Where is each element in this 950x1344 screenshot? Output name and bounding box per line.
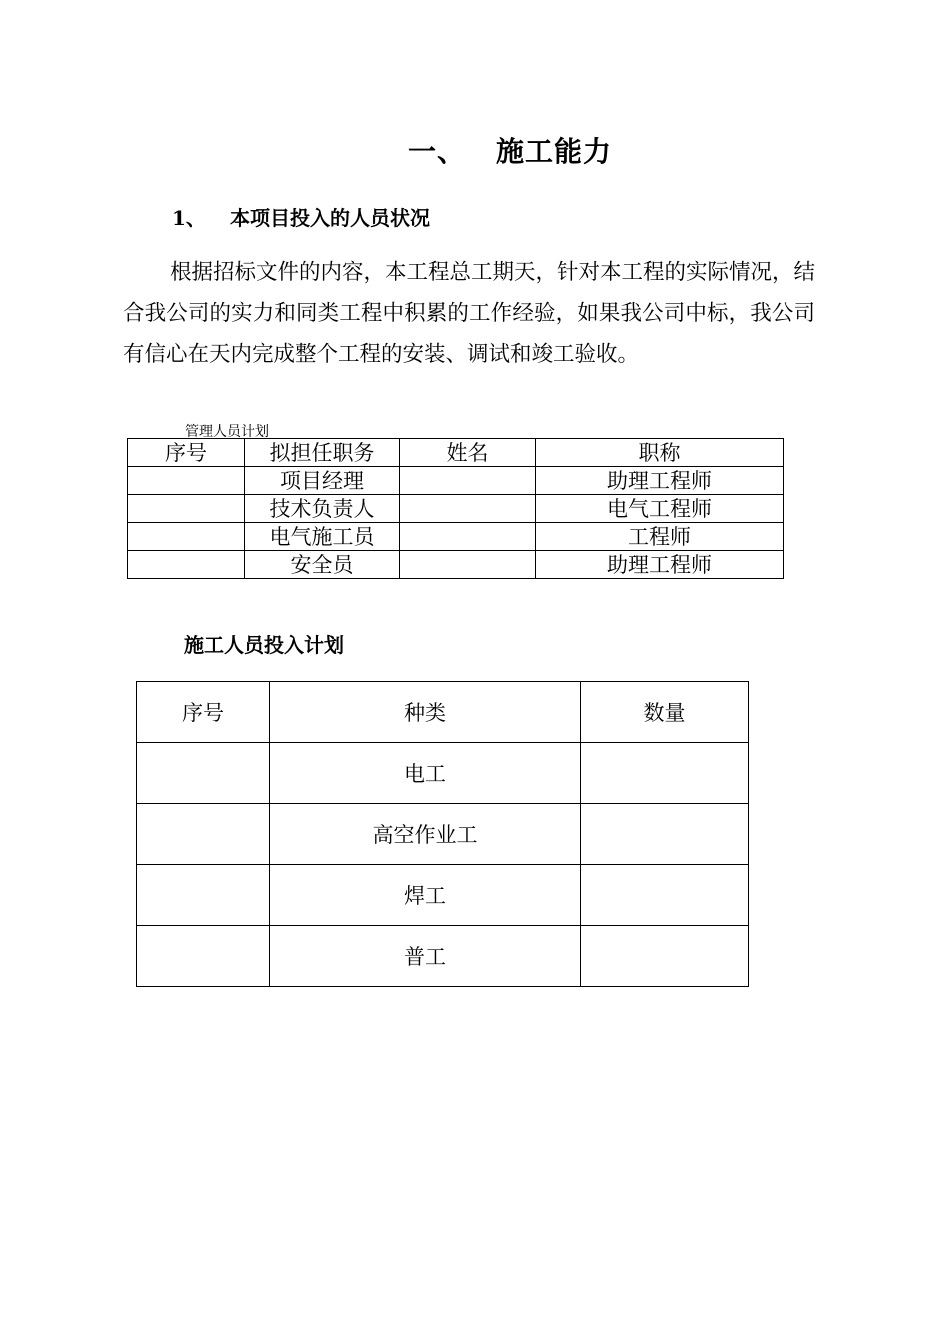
- management-table: [127, 438, 784, 579]
- table-cell: [137, 926, 270, 987]
- table-cell: 普工: [270, 926, 581, 987]
- table-header-cell: 序号: [137, 682, 270, 743]
- table-header-cell: 种类: [270, 682, 581, 743]
- table-row: [128, 523, 784, 551]
- table-cell: 焊工: [270, 865, 581, 926]
- table-cell: [581, 804, 749, 865]
- table-header-cell: 职称: [536, 439, 784, 467]
- table-row: [137, 743, 749, 804]
- section-heading: [172, 202, 430, 231]
- table-cell: [137, 743, 270, 804]
- section-number: 1、: [172, 206, 206, 230]
- table-cell: [128, 523, 245, 551]
- table-cell: 电气施工员: [245, 523, 400, 551]
- construction-table: [136, 681, 749, 987]
- table-header-cell: 数量: [581, 682, 749, 743]
- table-cell: [128, 495, 245, 523]
- table-cell: 项目经理: [245, 467, 400, 495]
- table-header-cell: 序号: [128, 439, 245, 467]
- table-cell: [581, 743, 749, 804]
- title-text: 施工能力: [496, 135, 613, 168]
- table-cell: [137, 865, 270, 926]
- page-title: [0, 130, 950, 170]
- table-cell: [581, 926, 749, 987]
- table-cell: 技术负责人: [245, 495, 400, 523]
- title-number: 一、: [407, 135, 466, 168]
- management-table-caption: 管理人员计划: [185, 424, 269, 440]
- table-cell: [400, 495, 536, 523]
- table-header-cell: 拟担任职务: [245, 439, 400, 467]
- table-header-cell: 姓名: [400, 439, 536, 467]
- table-cell: 安全员: [245, 551, 400, 579]
- table-cell: [581, 865, 749, 926]
- table-cell: [128, 551, 245, 579]
- table-cell: [400, 523, 536, 551]
- table-header-row: [128, 439, 784, 467]
- table-header-row: [137, 682, 749, 743]
- table-cell: 助理工程师: [536, 467, 784, 495]
- table-row: [137, 865, 749, 926]
- table-row: [137, 926, 749, 987]
- table-cell: 电工: [270, 743, 581, 804]
- construction-table-caption: 施工人员投入计划: [184, 633, 344, 657]
- table-row: [137, 804, 749, 865]
- body-paragraph: 根据招标文件的内容，本工程总工期天，针对本工程的实际情况，结合我公司的实力和同类工程中积累的工作经验，如果我公司中标，我公司有信心在天内完成整个工程的安装、调试和竣工验收。: [123, 260, 816, 367]
- table-cell: 电气工程师: [536, 495, 784, 523]
- table-row: [128, 495, 784, 523]
- section-text: 本项目投入的人员状况: [230, 206, 430, 230]
- table-row: [128, 467, 784, 495]
- table-cell: 助理工程师: [536, 551, 784, 579]
- table-cell: [137, 804, 270, 865]
- table-cell: 工程师: [536, 523, 784, 551]
- table-cell: [400, 551, 536, 579]
- table-cell: 高空作业工: [270, 804, 581, 865]
- table-cell: [128, 467, 245, 495]
- table-cell: [400, 467, 536, 495]
- table-row: [128, 551, 784, 579]
